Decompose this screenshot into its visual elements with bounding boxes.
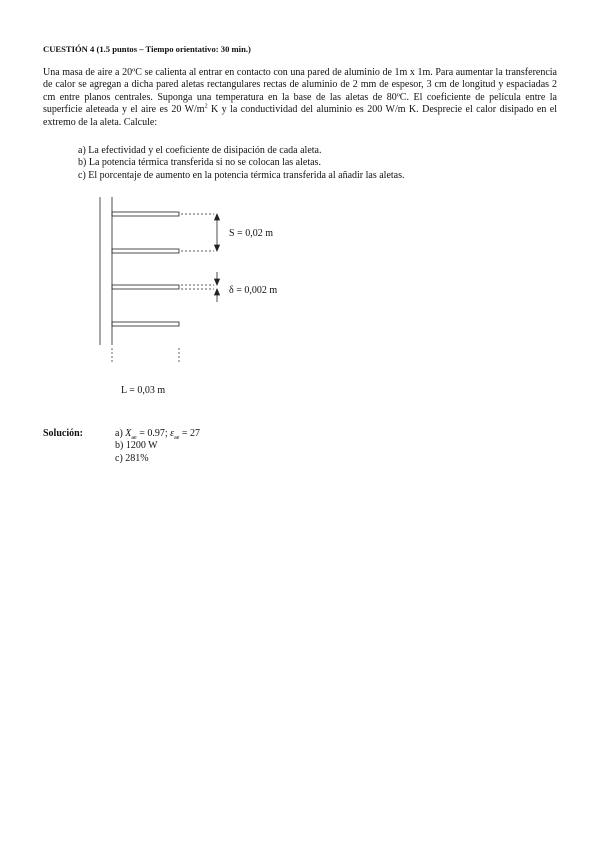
problem-text-part2: K y la conductividad del aluminio es 200 W/m K. Desprecie el calor disipado en el extremo de la aleta. Calcule:	[43, 104, 557, 128]
fin-3	[112, 285, 179, 289]
exponent: 2	[204, 103, 208, 110]
fin-4	[112, 322, 179, 326]
question-c: c) El porcentaje de aumento en la potencia térmica transferida al añadir las aletas.	[78, 169, 405, 181]
thickness-arrows	[215, 272, 220, 302]
solution-list	[115, 428, 200, 465]
question-a: a) La efectividad y el coeficiente de disipación de cada aleta.	[78, 145, 322, 156]
question-title: CUESTIÓN 4 (1.5 puntos – Tiempo orientativo: 30 min.)	[43, 44, 251, 54]
solution-label: Solución:	[43, 428, 84, 439]
thickness-label: δ = 0,002 m	[229, 285, 278, 296]
problem-text-part1: Una masa de aire a 20ºC se calienta al entrar en contacto con una pared de aluminio de 1m x 1m. Para aumentar la transferencia de calor se agregan a dicha pared aletas rectangulares rectas de aluminio de 2 mm de espesor, 3 cm de longitud y espaciadas 2 cm entre planos centrales. Suponga una temperatura en la base de las aletas de 80ºC. El coeficiente de película entre la superficie aleteada y el aire es 20 W/m	[43, 67, 557, 116]
question-b: b) La potencia térmica transferida si no se colocan las aletas.	[78, 157, 321, 169]
length-label: L = 0,03 m	[121, 385, 166, 396]
fin-2	[112, 249, 179, 253]
solution-c: c) 281%	[115, 452, 149, 464]
solution-a: a) $X_{ae} = 0.97$; $\varepsilon_{ae} = 27$	[115, 428, 201, 441]
spacing-arrow	[215, 214, 220, 251]
spacing-label: S = 0,02 m	[229, 228, 273, 239]
fin-1	[112, 212, 179, 216]
solution-b: b) 1200 W	[115, 440, 158, 452]
